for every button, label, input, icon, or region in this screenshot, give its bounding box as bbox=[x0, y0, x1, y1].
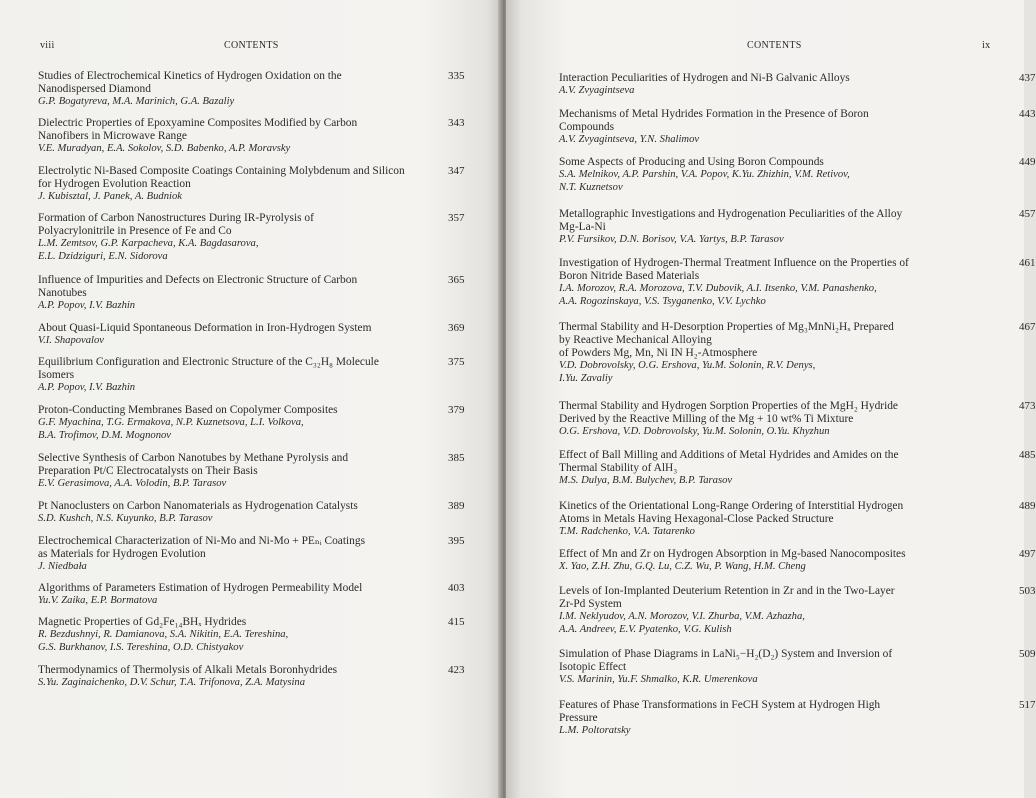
toc-entry-title: by Reactive Mechanical Alloying bbox=[559, 334, 712, 346]
toc-entry-title: Boron Nitride Based Materials bbox=[559, 270, 700, 282]
toc-entry-page-number: 375 bbox=[448, 356, 465, 368]
toc-entry-page-number: 437 bbox=[1019, 72, 1036, 84]
toc-entry-authors: I.A. Morozov, R.A. Morozova, T.V. Dubovik, A.I. Itsenko, V.M. Panashenko, bbox=[559, 283, 877, 294]
left-page bbox=[0, 0, 502, 798]
toc-entry-authors: V.D. Dobrovolsky, O.G. Ershova, Yu.M. Solonin, R.V. Denys, bbox=[559, 360, 816, 371]
toc-entry-page-number: 403 bbox=[448, 582, 465, 594]
toc-entry-page-number: 385 bbox=[448, 452, 465, 464]
toc-entry-page-number: 389 bbox=[448, 500, 465, 512]
toc-entry-page-number: 347 bbox=[448, 165, 465, 177]
toc-entry-page-number: 473 bbox=[1019, 400, 1036, 412]
toc-entry bbox=[38, 452, 465, 491]
toc-entry-authors: L.M. Zemtsov, G.P. Karpacheva, K.A. Bagdasarova, bbox=[38, 238, 259, 249]
toc-entry-page-number: 497 bbox=[1019, 548, 1036, 560]
toc-entry-title: Polyacrylonitrile in Presence of Fe and Co bbox=[38, 225, 232, 237]
toc-entry-title: Thermal Stability and Hydrogen Sorption Properties of the MgH₂ Hydride bbox=[559, 400, 898, 412]
toc-entry bbox=[38, 70, 465, 109]
toc-entry bbox=[559, 257, 1036, 308]
toc-entry-authors: S.Yu. Zaginaichenko, D.V. Schur, T.A. Trifonova, Z.A. Matysina bbox=[38, 677, 306, 688]
running-header: CONTENTS bbox=[747, 40, 802, 51]
toc-entry-authors: A.V. Zvyagintseva bbox=[559, 85, 635, 96]
toc-entry bbox=[38, 664, 465, 690]
toc-entry bbox=[38, 616, 465, 654]
toc-entry bbox=[559, 208, 1036, 247]
toc-entry bbox=[559, 548, 1036, 574]
toc-entry-title: Electrolytic Ni-Based Composite Coatings Containing Molybdenum and Silicon bbox=[38, 165, 405, 177]
toc-entry-authors: X. Yao, Z.H. Zhu, G.Q. Lu, C.Z. Wu, P. Wang, H.M. Cheng bbox=[559, 561, 806, 572]
toc-entry-page-number: 365 bbox=[448, 274, 465, 286]
toc-entry-title: Compounds bbox=[559, 121, 615, 133]
toc-entry-page-number: 485 bbox=[1019, 449, 1036, 461]
toc-entry-title: Algorithms of Parameters Estimation of Hydrogen Permeability Model bbox=[38, 582, 363, 594]
toc-entry-page-number: 423 bbox=[448, 664, 465, 676]
toc-entry-title: Zr-Pd System bbox=[559, 598, 622, 610]
toc-entry-authors: J. Kubisztal, J. Panek, A. Budniok bbox=[38, 191, 182, 202]
toc-entry-page-number: 335 bbox=[448, 70, 465, 82]
toc-entry-title: Atoms in Metals Having Hexagonal-Close Packed Structure bbox=[559, 513, 834, 525]
toc-entry-authors: P.V. Fursikov, D.N. Borisov, V.A. Yartys, B.P. Tarasov bbox=[559, 234, 784, 245]
toc-entry-page-number: 467 bbox=[1019, 321, 1036, 333]
toc-entry-title: Effect of Ball Milling and Additions of Metal Hydrides and Amides on the bbox=[559, 449, 899, 461]
toc-entry-page-number: 395 bbox=[448, 535, 465, 547]
toc-entry-authors: M.S. Dulya, B.M. Bulychev, B.P. Tarasov bbox=[559, 475, 733, 486]
toc-entry-title: Some Aspects of Producing and Using Boron Compounds bbox=[559, 156, 824, 168]
toc-entry-title: Formation of Carbon Nanostructures During IR-Pyrolysis of bbox=[38, 212, 314, 224]
right-page bbox=[506, 0, 1036, 798]
toc-entry-title: Effect of Mn and Zr on Hydrogen Absorption in Mg-based Nanocomposites bbox=[559, 548, 906, 560]
toc-entry bbox=[38, 404, 465, 442]
toc-entry bbox=[559, 648, 1036, 687]
toc-entry-authors: G.P. Bogatyreva, M.A. Marinich, G.A. Bazaliy bbox=[38, 96, 235, 107]
toc-entry-page-number: 457 bbox=[1019, 208, 1036, 220]
toc-entry-authors: V.S. Marinin, Yu.F. Shmalko, K.R. Umerenkova bbox=[559, 674, 758, 685]
toc-entry bbox=[559, 156, 1036, 194]
toc-entry-authors: Yu.V. Zaika, E.P. Bormatova bbox=[38, 595, 158, 606]
toc-entry-title: Influence of Impurities and Defects on Electronic Structure of Carbon bbox=[38, 274, 358, 286]
toc-entry bbox=[559, 72, 1036, 98]
toc-entry-authors: O.G. Ershova, V.D. Dobrovolsky, Yu.M. Solonin, O.Yu. Khyzhun bbox=[559, 426, 830, 437]
toc-entry-title: Magnetic Properties of Gd₂Fe₁₄BHₓ Hydrides bbox=[38, 616, 247, 628]
toc-entry-authors: E.V. Gerasimova, A.A. Volodin, B.P. Tarasov bbox=[38, 478, 227, 489]
running-header: CONTENTS bbox=[224, 40, 279, 51]
toc-entry-title: Studies of Electrochemical Kinetics of Hydrogen Oxidation on the bbox=[38, 70, 342, 82]
toc-entry bbox=[38, 535, 465, 574]
toc-entry-title: Selective Synthesis of Carbon Nanotubes by Methane Pyrolysis and bbox=[38, 452, 349, 464]
toc-entry bbox=[559, 585, 1036, 636]
toc-entry-authors: V.I. Shapovalov bbox=[38, 335, 105, 346]
toc-entry-title: as Materials for Hydrogen Evolution bbox=[38, 548, 206, 560]
toc-entry-title: Pressure bbox=[559, 712, 598, 724]
toc-entry-authors: A.P. Popov, I.V. Bazhin bbox=[38, 382, 136, 393]
toc-entry-title: Equilibrium Configuration and Electronic Structure of the C₃₂H₈ Molecule bbox=[38, 356, 379, 368]
toc-entry-authors: R. Bezdushnyi, R. Damianova, S.A. Nikitin, E.A. Tereshina, bbox=[38, 629, 289, 640]
toc-entry-title: Thermal Stability of AlH₃ bbox=[559, 462, 678, 474]
toc-entry-authors: J. Niedbała bbox=[38, 561, 87, 572]
toc-entry-authors: A.A. Rogozinskaya, V.S. Tsyganenko, V.V. Lychko bbox=[559, 295, 766, 307]
toc-entry-authors: T.M. Radchenko, V.A. Tatarenko bbox=[559, 526, 695, 537]
toc-entry bbox=[38, 117, 465, 156]
toc-entry bbox=[38, 165, 465, 204]
toc-entry-page-number: 415 bbox=[448, 616, 465, 628]
toc-entry-title: Mg-La-Ni bbox=[559, 221, 606, 233]
toc-entry-page-number: 369 bbox=[448, 322, 465, 334]
toc-entry-page-number: 489 bbox=[1019, 500, 1036, 512]
toc-entry-title: Mechanisms of Metal Hydrides Formation in the Presence of Boron bbox=[559, 108, 869, 120]
toc-entry-authors: S.A. Melnikov, A.P. Parshin, V.A. Popov, K.Yu. Zhizhin, V.M. Retivov, bbox=[559, 169, 850, 180]
toc-entry-authors: G.S. Burkhanov, I.S. Tereshina, O.D. Chistyakov bbox=[38, 641, 244, 653]
toc-entry-title: Isomers bbox=[38, 369, 75, 381]
toc-entry-page-number: 449 bbox=[1019, 156, 1036, 168]
toc-entry-title: Interaction Peculiarities of Hydrogen and Ni-B Galvanic Alloys bbox=[559, 72, 850, 84]
toc-entry-authors: S.D. Kushch, N.S. Kuyunko, B.P. Tarasov bbox=[38, 513, 213, 524]
toc-entry-authors: I.M. Neklyudov, A.N. Morozov, V.I. Zhurba, V.M. Azhazha, bbox=[559, 611, 805, 622]
toc-entry-title: Isotopic Effect bbox=[559, 661, 627, 673]
toc-entry-title: Preparation Pt/C Electrocatalysts on Their Basis bbox=[38, 465, 258, 477]
toc-entry-authors: A.A. Andreev, E.V. Pyatenko, V.G. Kulish bbox=[559, 623, 732, 635]
toc-entry bbox=[38, 322, 465, 348]
toc-entry-title: Levels of Ion-Implanted Deuterium Retention in Zr and in the Two-Layer bbox=[559, 585, 895, 597]
toc-entry bbox=[559, 321, 1036, 385]
toc-entry bbox=[38, 356, 465, 395]
toc-entry-title: for Hydrogen Evolution Reaction bbox=[38, 178, 191, 190]
toc-entry-title: Proton-Conducting Membranes Based on Copolymer Composites bbox=[38, 404, 338, 416]
toc-entry-page-number: 379 bbox=[448, 404, 465, 416]
toc-entry bbox=[559, 500, 1036, 539]
toc-entry-authors: G.F. Myachina, T.G. Ermakova, N.P. Kuznetsova, L.I. Volkova, bbox=[38, 417, 304, 428]
toc-entry-authors: I.Yu. Zavaliy bbox=[559, 372, 613, 384]
toc-entry-title: Features of Phase Transformations in FeCH System at Hydrogen High bbox=[559, 699, 881, 711]
toc-entry-title: Nanofibers in Microwave Range bbox=[38, 130, 187, 142]
toc-entry bbox=[38, 212, 465, 263]
toc-entry-title: Metallographic Investigations and Hydrogenation Peculiarities of the Alloy bbox=[559, 208, 903, 220]
toc-entry-title: Investigation of Hydrogen-Thermal Treatment Influence on the Properties of bbox=[559, 257, 909, 269]
toc-entry bbox=[559, 108, 1036, 147]
page-number: ix bbox=[982, 40, 991, 51]
toc-entry-title: Dielectric Properties of Epoxyamine Composites Modified by Carbon bbox=[38, 117, 358, 129]
page-number: viii bbox=[40, 40, 55, 51]
toc-entry-title: Pt Nanoclusters on Carbon Nanomaterials as Hydrogenation Catalysts bbox=[38, 500, 358, 512]
toc-entry-title: Kinetics of the Orientational Long-Range Ordering of Interstitial Hydrogen bbox=[559, 500, 904, 512]
toc-entry-page-number: 509 bbox=[1019, 648, 1036, 660]
toc-entry-title: Simulation of Phase Diagrams in LaNi₅−H₂(D₂) System and Inversion of bbox=[559, 648, 893, 660]
toc-entry-authors: A.V. Zvyagintseva, Y.N. Shalimov bbox=[559, 134, 700, 145]
toc-entry-page-number: 357 bbox=[448, 212, 465, 224]
toc-entry-title: Thermodynamics of Thermolysis of Alkali Metals Boronhydrides bbox=[38, 664, 338, 676]
toc-entry-authors: V.E. Muradyan, E.A. Sokolov, S.D. Babenko, A.P. Moravsky bbox=[38, 143, 291, 154]
toc-entry-title: Derived by the Reactive Milling of the Mg + 10 wt% Ti Mixture bbox=[559, 413, 854, 425]
toc-entry-page-number: 517 bbox=[1019, 699, 1036, 711]
toc-entry bbox=[559, 449, 1036, 488]
toc-entry-title: of Powders Mg, Mn, Ni IN H₂-Atmosphere bbox=[559, 347, 758, 359]
toc-entry-authors: N.T. Kuznetsov bbox=[559, 181, 623, 193]
toc-entry-page-number: 343 bbox=[448, 117, 465, 129]
toc-entry bbox=[559, 400, 1036, 439]
toc-entry bbox=[559, 699, 1036, 738]
toc-entry-authors: E.L. Dzidziguri, E.N. Sidorova bbox=[38, 250, 168, 262]
toc-entry bbox=[38, 500, 465, 526]
toc-entry-title: Nanotubes bbox=[38, 287, 87, 299]
toc-entry-title: Electrochemical Characterization of Ni-Mo and Ni-Mo + PEₙᵢ Coatings bbox=[38, 535, 365, 547]
toc-entry-authors: L.M. Poltoratsky bbox=[559, 725, 631, 736]
toc-entry-page-number: 461 bbox=[1019, 257, 1036, 269]
toc-entry-authors: B.A. Trofimov, D.M. Mognonov bbox=[38, 429, 171, 441]
toc-entry-title: Nanodispersed Diamond bbox=[38, 83, 151, 95]
toc-entry-title: About Quasi-Liquid Spontaneous Deformation in Iron-Hydrogen System bbox=[38, 322, 372, 334]
toc-entry bbox=[38, 274, 465, 313]
toc-entry-page-number: 503 bbox=[1019, 585, 1036, 597]
toc-entry-title: Thermal Stability and H-Desorption Properties of Mg₃MnNi₂Hₓ Prepared bbox=[559, 321, 894, 333]
toc-entry bbox=[38, 582, 465, 608]
toc-entry-authors: A.P. Popov, I.V. Bazhin bbox=[38, 300, 136, 311]
toc-entry-page-number: 443 bbox=[1019, 108, 1036, 120]
